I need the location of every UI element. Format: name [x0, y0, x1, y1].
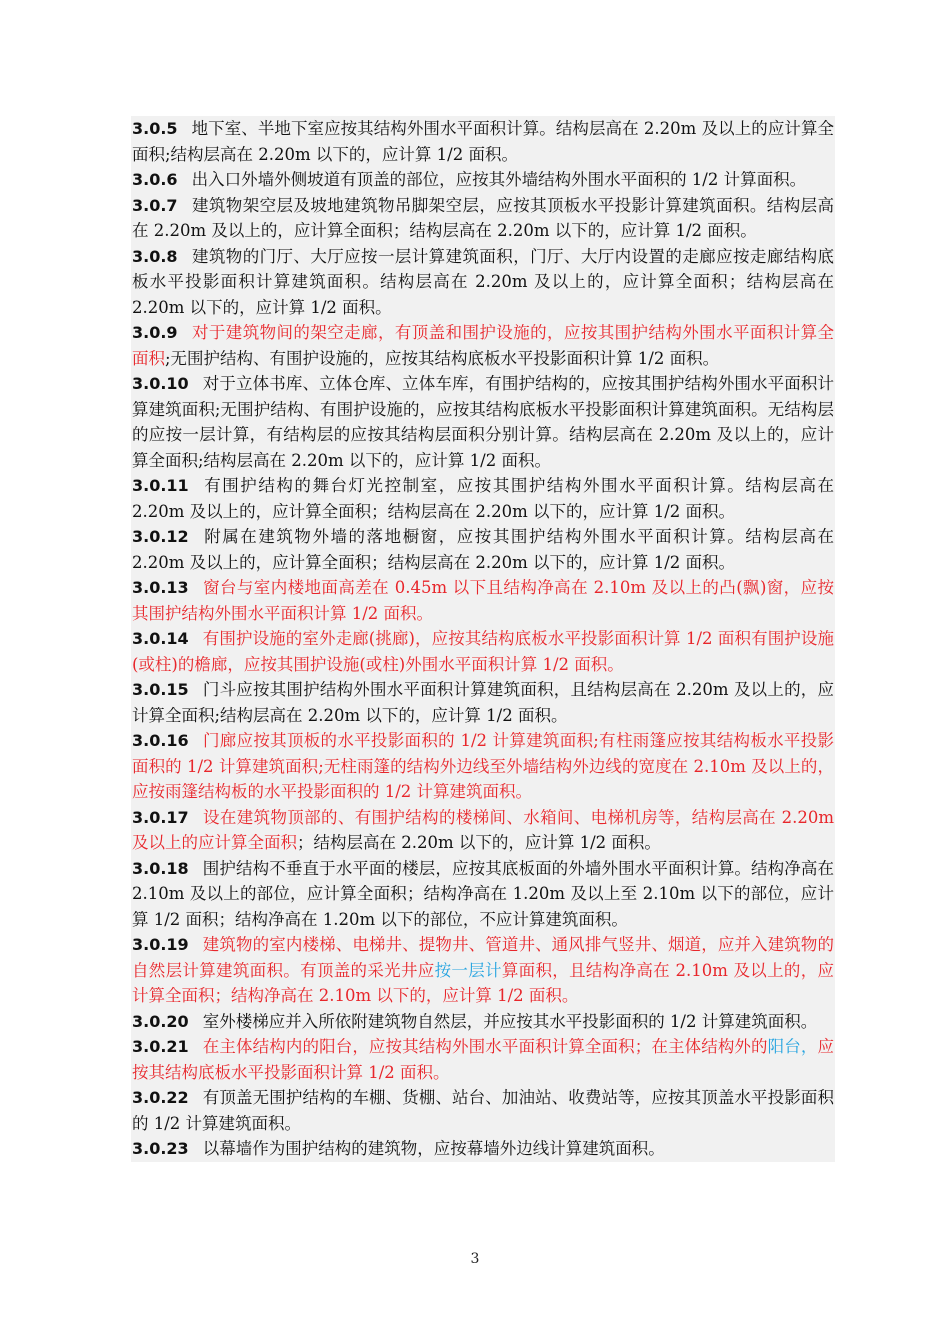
clause-number: 3.0.14 [132, 629, 189, 648]
clause-text: 按一层计 [434, 960, 502, 980]
clause-number: 3.0.6 [132, 170, 178, 189]
clause-3-0-13 [131, 575, 835, 626]
clause-3-0-23 [131, 1136, 835, 1162]
clause-text: 对于建筑物间的架空走廊，有顶盖和围护设施的，应按其围护结构外围水平面积计算全面积 [132, 323, 834, 368]
clause-text: 建筑物架空层及坡地建筑物吊脚架空层，应按其顶板水平投影计算建筑面积。结构层高在 2.20m 及以上的，应计算全面积；结构层高在 2.20m 以下的，应计算 1/2 面积。 [132, 195, 834, 240]
clause-text: 以幕墙作为围护结构的建筑物，应按幕墙外边线计算建筑面积。 [202, 1139, 665, 1158]
clause-text: 有围护结构的舞台灯光控制室，应按其围护结构外围水平面积计算。结构层高在 2.20m 及以上的，应计算全面积；结构层高在 2.20m 以下的，应计算 1/2 面积。 [132, 476, 834, 521]
clause-number: 3.0.16 [132, 731, 189, 750]
clause-text: 阳台， [767, 1037, 818, 1056]
clause-text: 设在建筑物顶部的、有围护结构的楼梯间、水箱间、电梯机房等，结构层高在 2.20m 及以上的应计算全面积 [132, 807, 834, 852]
clause-number: 3.0.13 [132, 578, 189, 597]
clause-text: 建筑物的门厅、大厅应按一层计算建筑面积，门厅、大厅内设置的走廊应按走廊结构底板水平投影面积计算建筑面积。结构层高在 2.20m 及以上的，应计算全面积；结构层高在 2.20m 以下的，应计算 1/2 面积。 [132, 246, 834, 317]
clause-number: 3.0.11 [132, 476, 189, 495]
clause-3-0-20 [131, 1009, 835, 1035]
clause-number: 3.0.9 [132, 323, 178, 342]
clause-3-0-15 [131, 677, 835, 728]
clause-3-0-5 [131, 116, 835, 167]
clause-number: 3.0.17 [132, 807, 189, 827]
document-body [131, 116, 835, 1162]
clause-3-0-19 [131, 932, 835, 1009]
clause-text: 建筑物的室内楼梯、电梯井、提物井、管道井、通风排气竖井、烟道，应并入建筑物的自然层计算建筑面积。有顶盖的采光井应 [132, 935, 834, 980]
clause-text: 围护结构不垂直于水平面的楼层，应按其底板面的外墙外围水平面积计算。结构净高在 2.10m 及以上的部位，应计算全面积；结构净高在 1.20m 及以上至 2.10m 以下的部位，应计算 1/2 面积；结构净高在 1.20m 以下的部位，不应计算建筑面积。 [132, 858, 834, 929]
clause-text: ；结构层高在 2.20m 以下的，应计算 1/2 面积。 [297, 833, 661, 852]
clause-3-0-17 [131, 805, 835, 856]
clause-text: 在主体结构内的阳台，应按其结构外围水平面积计算全面积；在主体结构外的 [202, 1037, 768, 1056]
clause-3-0-7 [131, 193, 835, 244]
clause-number: 3.0.18 [132, 858, 189, 878]
clause-number: 3.0.8 [132, 246, 178, 266]
clause-number: 3.0.10 [132, 374, 189, 393]
clause-number: 3.0.23 [132, 1139, 189, 1158]
clause-3-0-12 [131, 524, 835, 575]
clause-3-0-8 [131, 244, 835, 321]
clause-text: 算面积，且结构净高在 2.10m 及以上的，应计算全面积；结构净高在 2.10m 以下的，应计算 1/2 面积。 [132, 960, 835, 1005]
clause-3-0-21 [131, 1034, 835, 1085]
clause-text: 门斗应按其围护结构外围水平面积计算建筑面积，且结构层高在 2.20m 及以上的，应计算全面积;结构层高在 2.20m 以下的，应计算 1/2 面积。 [132, 680, 834, 725]
clause-3-0-11 [131, 473, 835, 524]
clause-text: 有围护设施的室外走廊(挑廊)，应按其结构底板水平投影面积计算 1/2 面积有围护设施(或柱)的檐廊，应按其围护设施(或柱)外围水平面积计算 1/2 面积。 [132, 629, 834, 674]
clause-text: 门廊应按其顶板的水平投影面积的 1/2 计算建筑面积;有柱雨篷应按其结构板水平投影面积的 1/2 计算建筑面积;无柱雨篷的结构外边线至外墙结构外边线的宽度在 2.10m 及以上的，应按雨篷结构板的水平投影面积的 1/2 计算建筑面积。 [132, 731, 834, 801]
clause-text: 应按其结构底板水平投影面积计算 1/2 面积。 [132, 1037, 835, 1082]
clause-text: ;无围护结构、有围护设施的，应按其结构底板水平投影面积计算 1/2 面积。 [165, 348, 720, 368]
clause-3-0-18 [131, 856, 835, 933]
clause-3-0-16 [131, 728, 835, 805]
clause-number: 3.0.5 [132, 119, 178, 138]
clause-text: 有顶盖无围护结构的车棚、货棚、站台、加油站、收费站等，应按其顶盖水平投影面积的 1/2 计算建筑面积。 [132, 1088, 834, 1133]
clause-text: 室外楼梯应并入所依附建筑物自然层，并应按其水平投影面积的 1/2 计算建筑面积。 [202, 1011, 818, 1031]
clause-number: 3.0.19 [132, 935, 189, 954]
clause-number: 3.0.22 [132, 1088, 189, 1107]
clause-number: 3.0.12 [132, 527, 189, 546]
clause-3-0-6 [131, 167, 835, 193]
clause-3-0-10 [131, 371, 835, 473]
clause-number: 3.0.15 [132, 680, 189, 699]
clause-text: 出入口外墙外侧坡道有顶盖的部位，应按其外墙结构外围水平面积的 1/2 计算面积。 [191, 170, 807, 189]
clause-text: 窗台与室内楼地面高差在 0.45m 以下且结构净高在 2.10m 及以上的凸(飘)窗，应按其围护结构外围水平面积计算 1/2 面积。 [132, 578, 834, 623]
clause-number: 3.0.20 [132, 1011, 189, 1031]
page-number: 3 [470, 1251, 480, 1267]
clause-number: 3.0.7 [132, 195, 178, 215]
clause-text: 地下室、半地下室应按其结构外围水平面积计算。结构层高在 2.20m 及以上的应计算全面积;结构层高在 2.20m 以下的，应计算 1/2 面积。 [132, 119, 834, 164]
clause-3-0-22 [131, 1085, 835, 1136]
clause-number: 3.0.21 [132, 1037, 189, 1056]
clause-text: 对于立体书库、立体仓库、立体车库，有围护结构的，应按其围护结构外围水平面积计算建筑面积;无围护结构、有围护设施的，应按其结构底板水平投影面积计算建筑面积。无结构层的应按一层计算，有结构层的应按其结构层面积分别计算。结构层高在 2.20m 及以上的，应计算全面积;结构层高在 2.20m 以下的，应计算 1/2 面积。 [132, 374, 834, 470]
clause-3-0-9 [131, 320, 835, 371]
clause-3-0-14 [131, 626, 835, 677]
clause-text: 附属在建筑物外墙的落地橱窗，应按其围护结构外围水平面积计算。结构层高在 2.20m 及以上的，应计算全面积；结构层高在 2.20m 以下的，应计算 1/2 面积。 [132, 527, 834, 572]
